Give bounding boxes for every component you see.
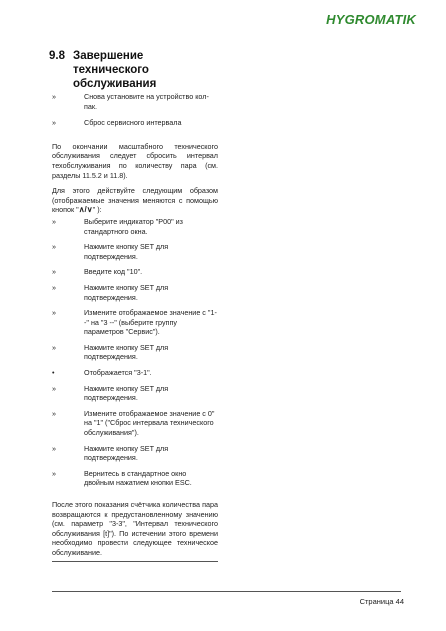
list-item-text: Нажмите кнопку SET для подтверждения. <box>84 242 169 261</box>
list-item <box>52 409 218 438</box>
list-marker: » <box>52 118 56 128</box>
list-item-text: Нажмите кнопку SET для подтверждения. <box>84 443 169 463</box>
section-title-text <box>73 49 219 91</box>
paragraph-instructions-end: " ): <box>92 205 102 215</box>
section-number: 9.8 <box>49 50 65 62</box>
list-item <box>52 217 218 236</box>
list-marker: » <box>52 308 56 318</box>
list-item <box>52 469 218 488</box>
section-body <box>52 92 218 562</box>
list-marker: » <box>52 242 56 252</box>
list-marker: » <box>52 267 56 277</box>
list-item-text: Нажмите кнопку SET для подтверждения. <box>84 282 169 302</box>
list-item-text: Введите код "10". <box>84 267 143 277</box>
hygromatik-logo <box>326 12 416 28</box>
list-marker: » <box>52 216 56 226</box>
logo-part-matik: MATIK <box>374 12 416 27</box>
list-item <box>52 343 218 362</box>
reset-steps-list <box>52 217 218 488</box>
paragraph-conclusion: После этого показания счётчика количества пара возвращаются к предустановленному значению (см. параметр "3-3", "Интервал технического обслуживания [t]"). По истечении этого времени необходимо провести следующее техническое обслуживание. <box>52 500 218 557</box>
section-end-rule <box>52 561 218 562</box>
list-marker: » <box>52 92 56 101</box>
section-title-line2: обслуживания <box>73 78 157 90</box>
list-item-text: Сброс сервисного интервала <box>84 118 182 128</box>
list-marker: » <box>52 468 56 478</box>
list-marker: • <box>52 368 55 378</box>
list-marker: » <box>52 342 56 352</box>
list-item <box>52 242 218 261</box>
list-item-text: Снова установите на устройство колпак. <box>84 92 209 111</box>
list-item <box>52 283 218 302</box>
list-item-text: Вернитесь в стандартное окно двойным нажатием кнопки ESC. <box>84 468 192 488</box>
page-number: Страница 44 <box>359 597 404 606</box>
list-item-text: Измените отображаемое значение с 0" на "1" ("Сброс интервала технического обслуживания"). <box>84 408 215 438</box>
intro-steps-list <box>52 92 218 128</box>
list-item-text: Измените отображаемое значение с "1--" на "3 --" (выберите группу параметров "Сервис"). <box>84 308 217 337</box>
list-item <box>52 308 218 337</box>
list-item-text: Нажмите кнопку SET для подтверждения. <box>84 342 169 362</box>
list-item-text: Отображается "3-1". <box>84 368 152 378</box>
list-marker: » <box>52 282 56 292</box>
footer-divider <box>52 591 401 592</box>
list-marker: » <box>52 383 56 393</box>
logo-part-hygro: HYGRO <box>326 12 375 27</box>
list-item <box>52 118 218 128</box>
list-item <box>52 384 218 403</box>
list-marker: » <box>52 443 56 453</box>
list-item <box>52 92 218 111</box>
section-title-line1: Завершение технического <box>73 50 149 76</box>
list-item-text: Нажмите кнопку SET для подтверждения. <box>84 383 169 403</box>
paragraph-reset-info: По окончании масштабного технического обслуживания следует сбросить интервал техобслуживания по количеству пара (см. разделы 11.5.2 и 11.8). <box>52 141 218 180</box>
paragraph-instructions-text: Для этого действуйте следующим образом (отображаемые значения меняются с помощью кнопок " <box>52 186 218 215</box>
list-marker: » <box>52 408 56 418</box>
list-item <box>52 444 218 463</box>
up-down-arrows-icon: ∧/∨ <box>78 205 93 215</box>
list-item <box>52 267 218 277</box>
list-item <box>52 368 218 378</box>
paragraph-instructions-intro <box>52 186 218 215</box>
list-item-text: Выберите индикатор "P00" из стандартного окна. <box>84 216 183 236</box>
